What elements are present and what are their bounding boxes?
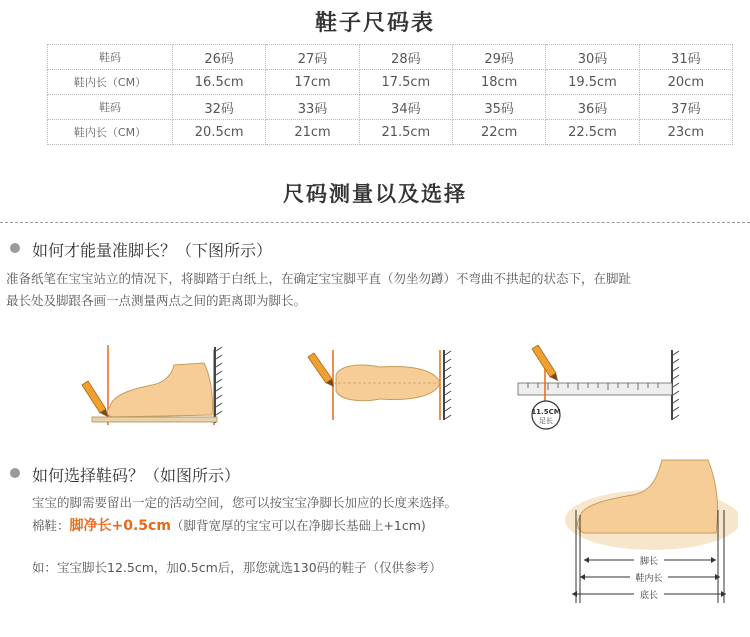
- foot-length-arrow: [584, 554, 716, 567]
- row-label: 鞋内长（CM）: [48, 120, 173, 145]
- q1-line2: 最长处及脚跟各画一点测量两点之间的距离即为脚长。: [6, 293, 307, 308]
- table-cell: 33码: [266, 95, 359, 120]
- q2-example: 如：宝宝脚长12.5cm，加0.5cm后，那您就选130码的鞋子（仅供参考）: [32, 560, 442, 575]
- q1-line1: 准备纸笔在宝宝站立的情况下，将脚踏于白纸上，在确定宝宝脚平直（勿坐勿蹲）不弯曲不拱起的状态下，在脚趾: [6, 271, 632, 286]
- measurement-caption: 足长: [539, 417, 553, 425]
- foot-side-illustration: [72, 345, 242, 430]
- table-cell: 19.5cm: [546, 70, 639, 95]
- table-cell: 35码: [452, 95, 545, 120]
- bullet-icon: [10, 468, 20, 478]
- foot-length-label: 脚长: [639, 557, 659, 567]
- table-row: [48, 120, 733, 145]
- row-label: 鞋码: [48, 45, 173, 70]
- q2-highlight: 脚净长+0.5cm: [69, 518, 171, 534]
- table-cell: 22.5cm: [546, 120, 639, 145]
- table-cell: 28码: [359, 45, 452, 70]
- table-cell: 34码: [359, 95, 452, 120]
- wall-icon: [672, 350, 679, 420]
- table-row: [48, 45, 733, 70]
- table-cell: 23cm: [639, 120, 732, 145]
- bullet-icon: [10, 243, 20, 253]
- row-label: 鞋码: [48, 95, 173, 120]
- section-title: 尺码测量以及选择: [283, 182, 467, 206]
- table-cell: 26码: [173, 45, 266, 70]
- q1-heading: 如何才能量准脚长？（下图所示）: [32, 241, 273, 260]
- table-cell: 18cm: [452, 70, 545, 95]
- table-cell: 37码: [639, 95, 732, 120]
- table-cell: 29码: [452, 45, 545, 70]
- page-title: 鞋子尺码表: [314, 11, 435, 36]
- table-cell: 27码: [266, 45, 359, 70]
- inner-length-label: 鞋内长: [635, 574, 663, 584]
- measurement-value: 11.5CM: [531, 408, 561, 416]
- inner-length-arrow: [580, 571, 720, 584]
- wall-icon: [215, 347, 222, 423]
- table-cell: 36码: [546, 95, 639, 120]
- row-label: 鞋内长（CM）: [48, 70, 173, 95]
- q2-line2-suffix: （脚背宽厚的宝宝可以在净脚长基础上+1cm): [170, 518, 426, 533]
- pencil-icon: [82, 381, 108, 417]
- q2-heading: 如何选择鞋码？（如图所示）: [32, 466, 241, 485]
- table-row: [48, 95, 733, 120]
- foot-side-shape: [107, 363, 212, 417]
- table-cell: 16.5cm: [173, 70, 266, 95]
- table-row: [48, 70, 733, 95]
- table-cell: 17cm: [266, 70, 359, 95]
- table-cell: 30码: [546, 45, 639, 70]
- foot-top-illustration: [300, 345, 460, 425]
- table-cell: 22cm: [452, 120, 545, 145]
- table-cell: 31码: [639, 45, 732, 70]
- q2-line2-prefix: 棉鞋：: [32, 518, 70, 533]
- ruler-illustration: [510, 345, 690, 435]
- table-cell: 20cm: [639, 70, 732, 95]
- wall-icon: [444, 350, 451, 420]
- table-cell: 21cm: [266, 120, 359, 145]
- q1-paragraph: [6, 268, 746, 312]
- ruler-icon: [518, 383, 672, 395]
- q2-line1: 宝宝的脚需要留出一定的活动空间，您可以按宝宝净脚长加应的长度来选择。: [32, 495, 458, 510]
- table-cell: 32码: [173, 95, 266, 120]
- pencil-icon: [308, 353, 334, 387]
- shoe-length-diagram: [558, 455, 738, 607]
- sole-length-arrow: [572, 588, 726, 601]
- sole-length-label: 底长: [639, 591, 659, 601]
- table-cell: 21.5cm: [359, 120, 452, 145]
- size-chart-table: [47, 44, 733, 145]
- paper-base: [92, 417, 217, 422]
- table-cell: 17.5cm: [359, 70, 452, 95]
- table-cell: 20.5cm: [173, 120, 266, 145]
- section-divider: [0, 222, 750, 223]
- q2-line2: [32, 515, 426, 535]
